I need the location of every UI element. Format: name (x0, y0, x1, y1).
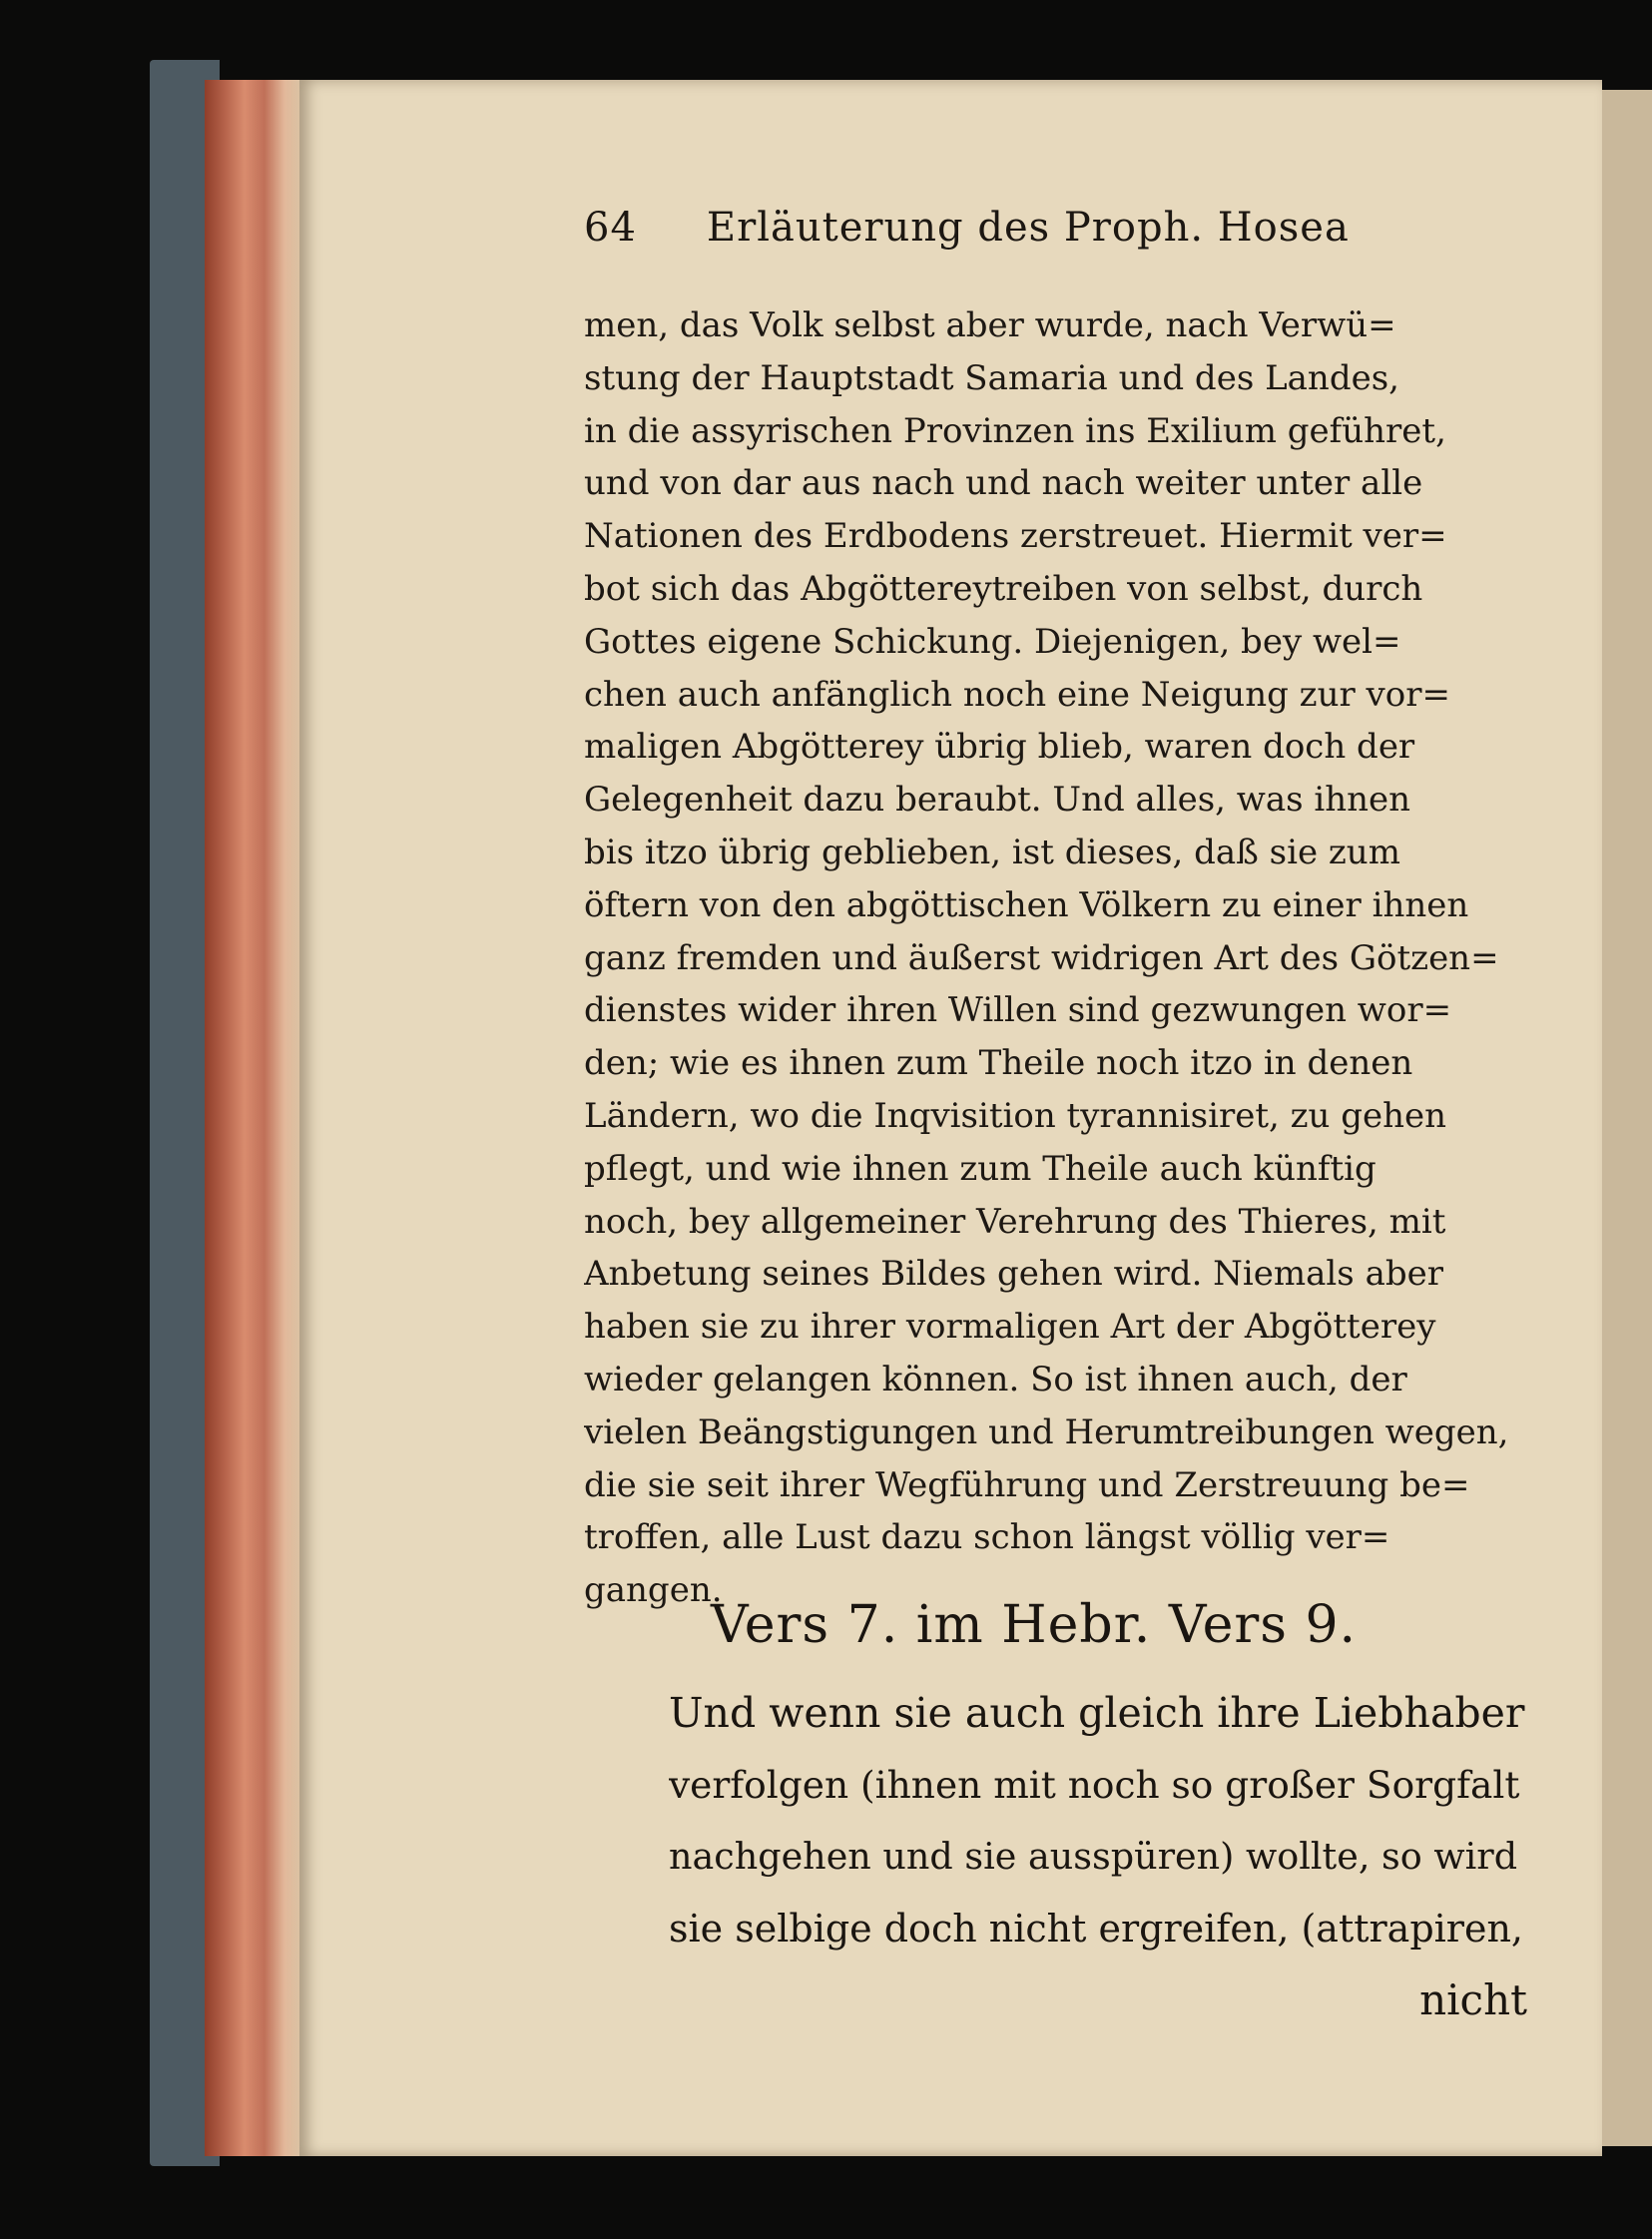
text-line: vielen Beängstigungen und Herumtreibungen wegen, (584, 1411, 1509, 1452)
text-line: in die assyrischen Provinzen ins Exilium geführet, (584, 410, 1446, 451)
text-line: Ländern, wo die Inqvisition tyrannisiret, zu gehen (584, 1095, 1447, 1136)
text-line: dienstes wider ihren Willen sind gezwungen wor= (584, 990, 1452, 1031)
verse-line: nicht (1419, 1975, 1527, 2024)
running-title: Erläuterung des Proph. Hosea (706, 205, 1350, 251)
text-line: wieder gelangen können. So ist ihnen auch, der (584, 1359, 1407, 1399)
verse-line: nachgehen und sie ausspüren) wollte, so wird (669, 1835, 1518, 1878)
page-number: 64 (584, 205, 637, 251)
text-line: öftern von den abgöttischen Völkern zu einer ihnen (584, 884, 1469, 925)
verse-line: verfolgen (ihnen mit noch so großer Sorgfalt (669, 1763, 1520, 1807)
text-line: bot sich das Abgöttereytreiben von selbst, durch (584, 568, 1423, 609)
verse-line: Und wenn sie auch gleich ihre Liebhaber (669, 1689, 1525, 1737)
text-line: noch, bey allgemeiner Verehrung des Thieres, mit (584, 1201, 1446, 1242)
body-paragraph (584, 299, 1522, 1617)
text-line: troffen, alle Lust dazu schon längst völlig ver= (584, 1517, 1390, 1558)
text-line: und von dar aus nach und nach weiter unter alle (584, 463, 1423, 504)
text-line: stung der Hauptstadt Samaria und des Landes, (584, 357, 1399, 398)
facing-page-edge (1602, 90, 1652, 2146)
text-line: die sie seit ihrer Wegführung und Zerstreuung be= (584, 1464, 1470, 1505)
running-header (584, 205, 1502, 275)
verse-line: sie selbige doch nicht ergreifen, (attrapiren, (669, 1907, 1524, 1951)
text-line: Gottes eigene Schickung. Diejenigen, bey wel= (584, 621, 1401, 662)
text-line: pflegt, und wie ihnen zum Theile auch künftig (584, 1148, 1377, 1189)
verse-heading: Vers 7. im Hebr. Vers 9. (711, 1595, 1358, 1655)
text-line: haben sie zu ihrer vormaligen Art der Abgötterey (584, 1307, 1436, 1348)
text-line: ganz fremden und äußerst widrigen Art des Götzen= (584, 937, 1499, 978)
text-line: Anbetung seines Bildes gehen wird. Niemals aber (584, 1254, 1443, 1295)
text-line: men, das Volk selbst aber wurde, nach Verwü= (584, 305, 1396, 345)
verse-paragraph (669, 1677, 1527, 2036)
text-line: maligen Abgötterey übrig blieb, waren doch der (584, 727, 1415, 768)
text-line: gangen. (584, 1570, 723, 1611)
text-line: chen auch anfänglich noch eine Neigung zur vor= (584, 674, 1450, 715)
text-line: den; wie es ihnen zum Theile noch itzo in denen (584, 1043, 1413, 1084)
text-line: Nationen des Erdbodens zerstreuet. Hiermit ver= (584, 516, 1447, 557)
text-line: bis itzo übrig geblieben, ist dieses, daß sie zum (584, 832, 1400, 872)
page-edges-red (205, 80, 304, 2156)
text-line: Gelegenheit dazu beraubt. Und alles, was ihnen (584, 780, 1411, 821)
